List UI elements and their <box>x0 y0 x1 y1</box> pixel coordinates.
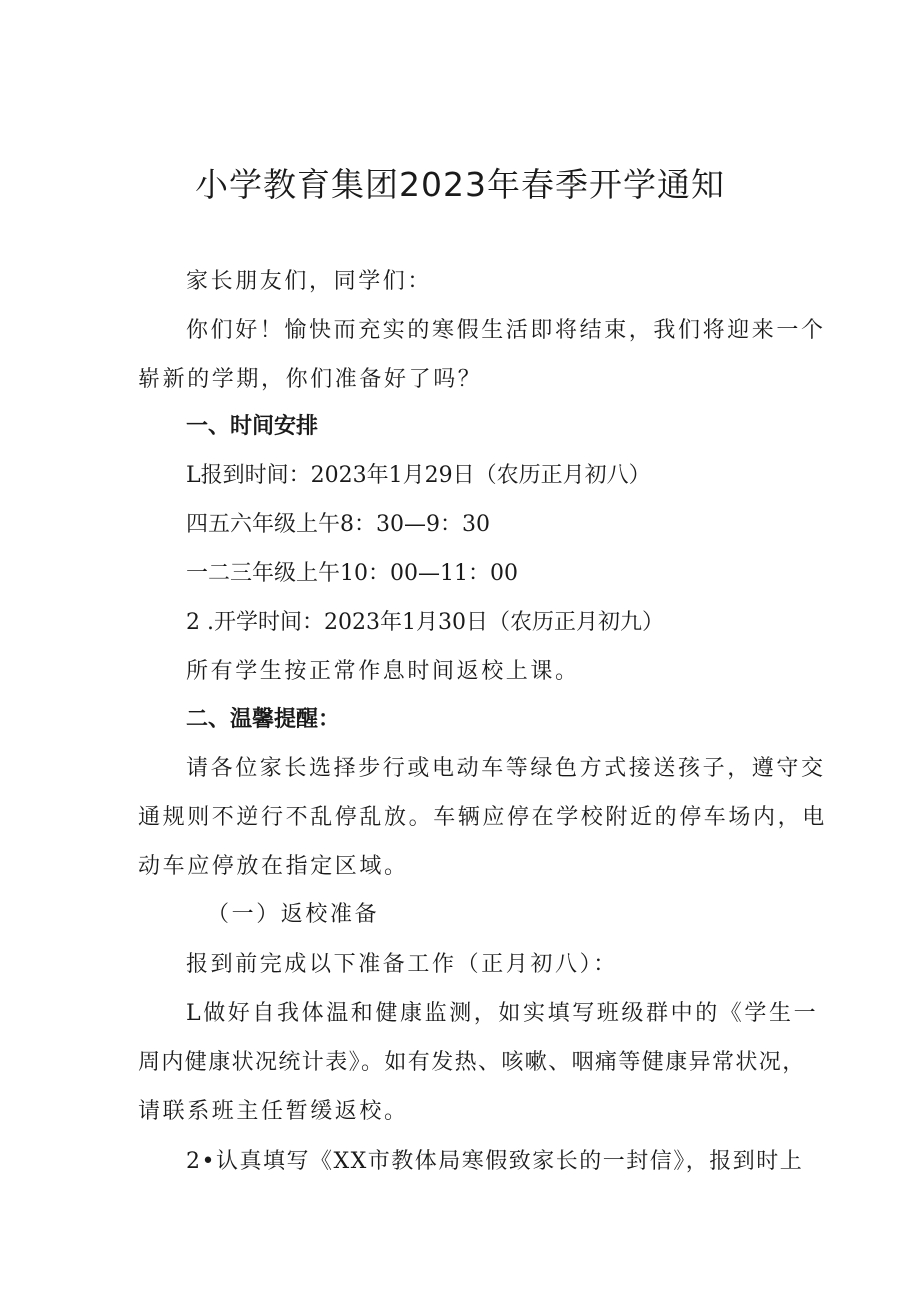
reminder-line-2: 通规则不逆行不乱停乱放。车辆应停在学校附近的停车场内，电 <box>138 805 827 830</box>
schedule-start-time: 2 .开学时间：2023年1月30日（农历正月初九） <box>186 610 664 635</box>
section-heading-schedule: 一、时间安排 <box>186 414 319 439</box>
preparation-item-2-line-1: 2•认真填写《XX市教体局寒假致家长的一封信》，报到时上 <box>186 1149 804 1174</box>
schedule-report-time: L报到时间：2023年1月29日（农历正月初八） <box>186 463 651 488</box>
preparation-item-1-line-3: 请联系班主任暂缓返校。 <box>138 1099 409 1124</box>
preparation-item-1-line-1: L做好自我体温和健康监测，如实填写班级群中的《学生一 <box>186 1001 819 1026</box>
section-heading-reminder: 二、温馨提醒： <box>186 707 341 732</box>
reminder-line-1: 请各位家长选择步行或电动车等绿色方式接送孩子，遵守交 <box>186 756 826 781</box>
schedule-grades-123: 一二三年级上午10：00—11：00 <box>186 561 518 586</box>
intro-line-2: 崭新的学期，你们准备好了吗？ <box>138 367 483 392</box>
schedule-grades-456: 四五六年级上午8：30—9：30 <box>186 512 490 537</box>
reminder-line-3: 动车应停放在指定区域。 <box>138 854 409 879</box>
document-title: 小学教育集团2023年春季开学通知 <box>195 165 725 204</box>
greeting-line: 家长朋友们，同学们： <box>186 269 433 294</box>
preparation-item-1-line-2: 周内健康状况统计表》。如有发热、咳嗽、咽痛等健康异常状况， <box>138 1050 806 1075</box>
schedule-note: 所有学生按正常作息时间返校上课。 <box>186 659 580 684</box>
preparation-intro: 报到前完成以下准备工作（正月初八）： <box>186 952 618 977</box>
intro-line-1: 你们好！愉快而充实的寒假生活即将结束，我们将迎来一个 <box>186 318 826 343</box>
subsection-heading-return: （一）返校准备 <box>207 902 380 927</box>
